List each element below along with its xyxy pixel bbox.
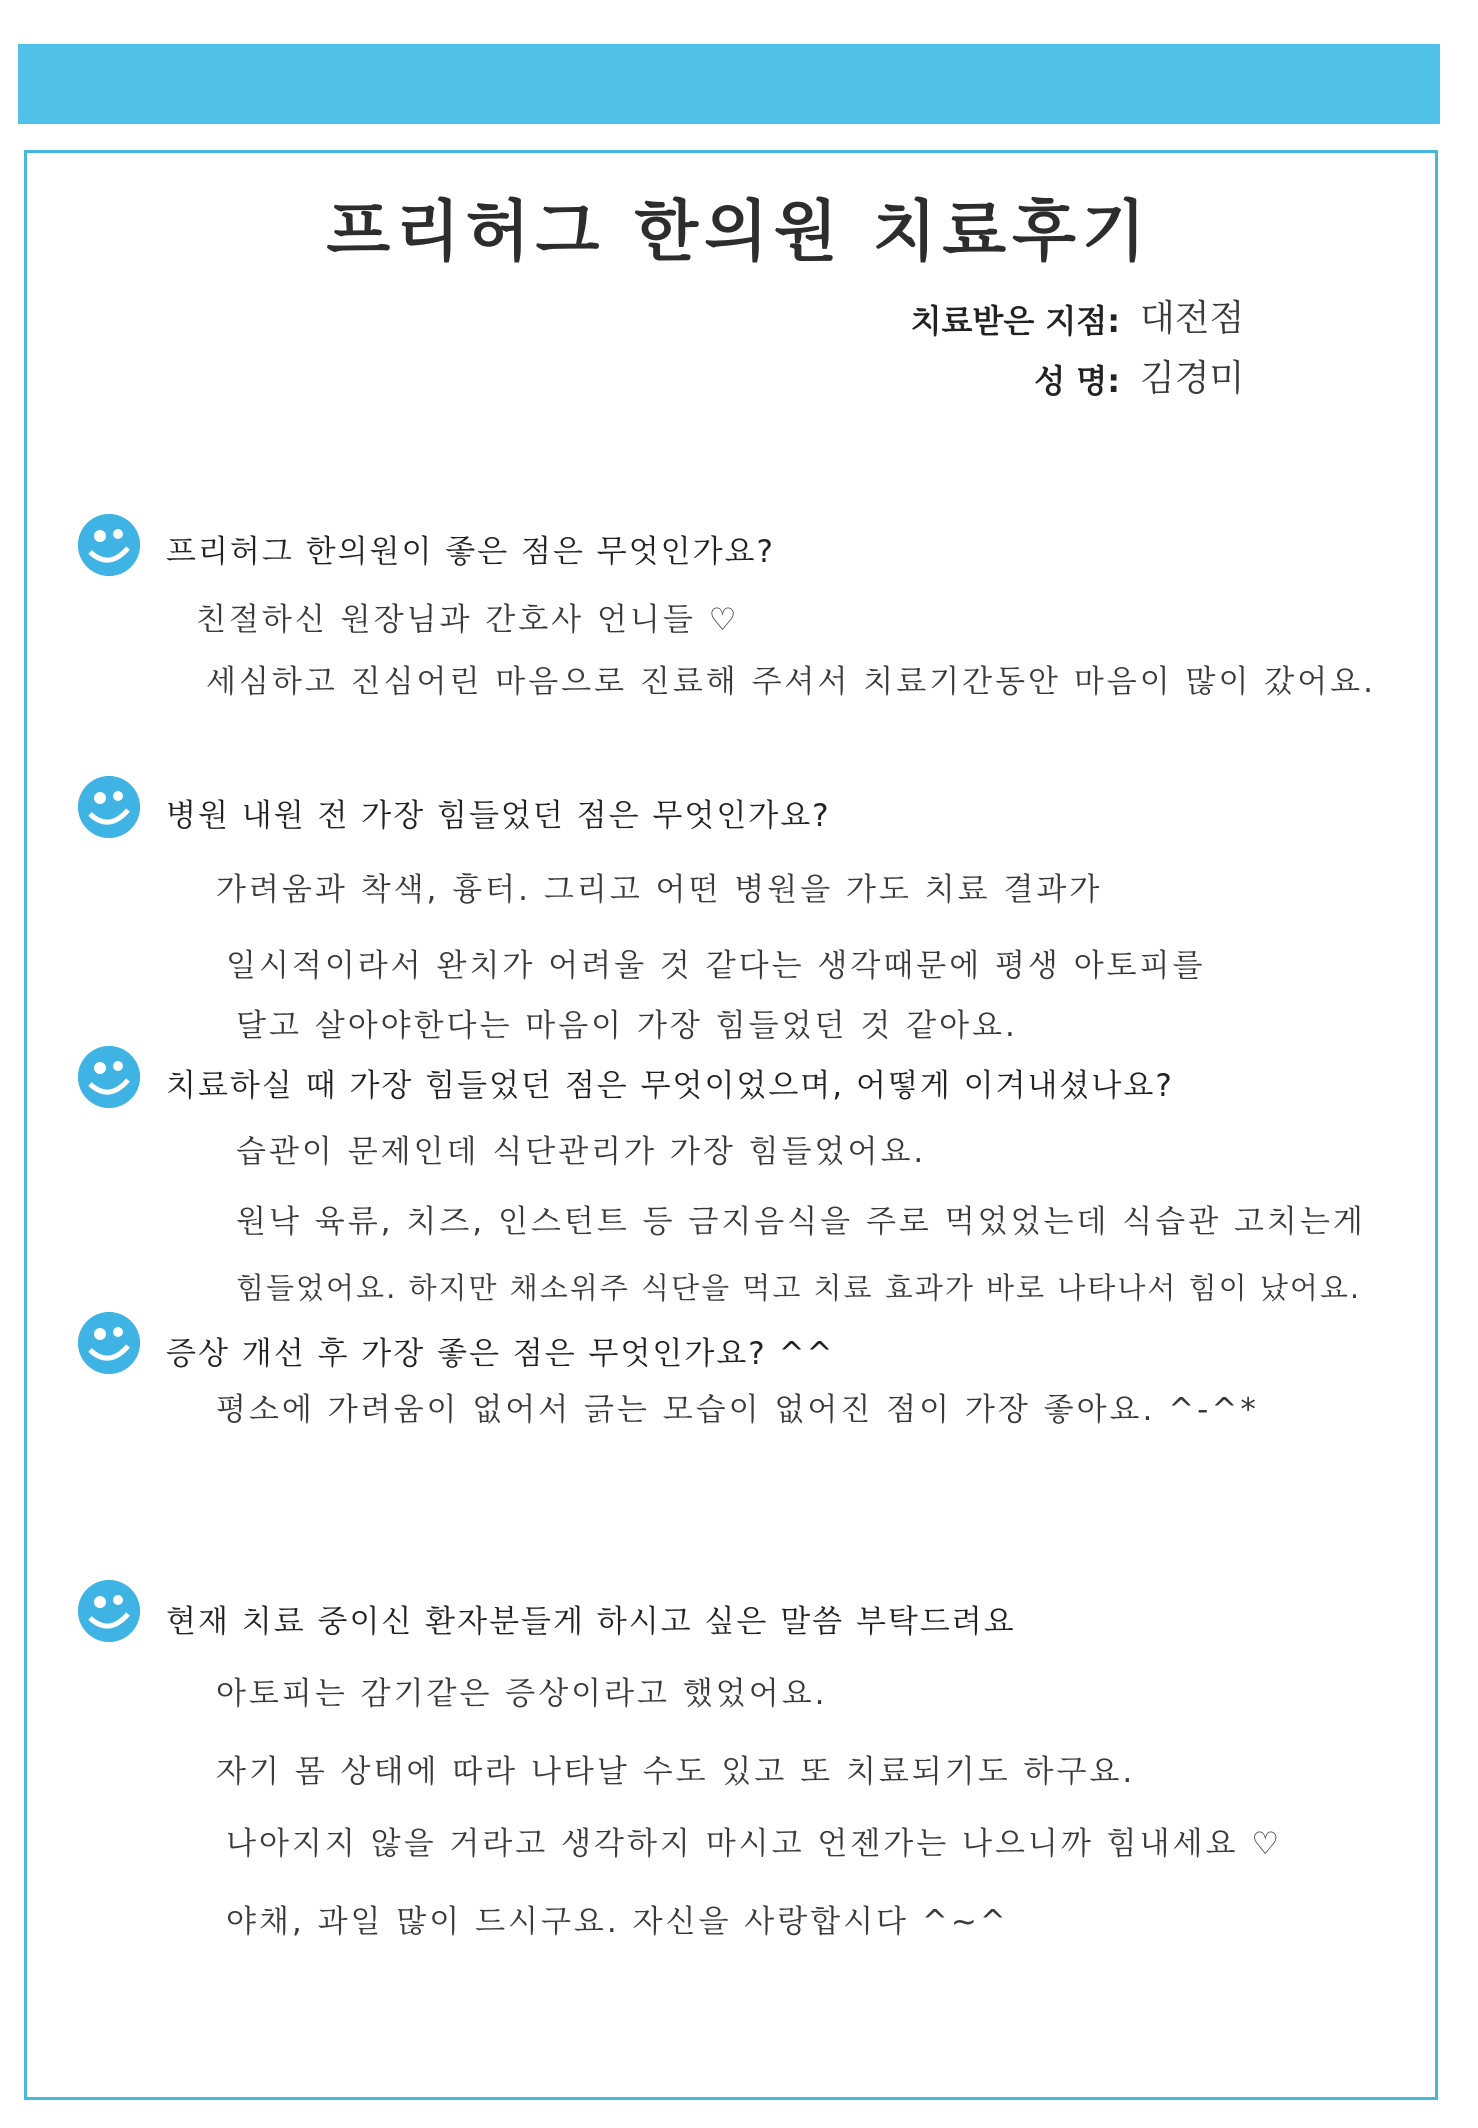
- freehug-logo-icon: [78, 1580, 140, 1642]
- answer-1-line-1: 친절하신 원장님과 간호사 언니들 ♡: [196, 602, 740, 638]
- answer-5-line-4: 야채, 과일 많이 드시구요. 자신을 사랑합시다 ^~^: [226, 1904, 1009, 1940]
- freehug-logo-icon: [78, 514, 140, 576]
- answer-2-line-2: 일시적이라서 완치가 어려울 것 같다는 생각때문에 평생 아토피를: [226, 948, 1206, 984]
- question-2: 병원 내원 전 가장 힘들었던 점은 무엇인가요?: [166, 798, 831, 834]
- branch-value: 대전점: [1140, 298, 1245, 339]
- question-1: 프리허그 한의원이 좋은 점은 무엇인가요?: [166, 534, 775, 570]
- answer-1-line-2: 세심하고 진심어린 마음으로 진료해 주셔서 치료기간동안 마음이 많이 갔어요.: [206, 664, 1376, 700]
- question-5: 현재 치료 중이신 환자분들게 하시고 싶은 말씀 부탁드려요: [166, 1604, 1016, 1640]
- top-color-band: [18, 44, 1440, 124]
- answer-5-line-3: 나아지지 않을 거라고 생각하지 마시고 언젠가는 나으니까 힘내세요 ♡: [226, 1826, 1283, 1862]
- freehug-logo-icon: [78, 1046, 140, 1108]
- freehug-logo-icon: [78, 776, 140, 838]
- question-4: 증상 개선 후 가장 좋은 점은 무엇인가요? ^^: [166, 1336, 835, 1372]
- name-value: 김경미: [1140, 358, 1245, 399]
- answer-3-line-1: 습관이 문제인데 식단관리가 가장 힘들었어요.: [236, 1134, 927, 1170]
- freehug-logo-icon: [78, 1312, 140, 1374]
- page-frame: [24, 150, 1438, 2100]
- answer-5-line-2: 자기 몸 상태에 따라 나타날 수도 있고 또 치료되기도 하구요.: [216, 1754, 1136, 1790]
- answer-4-line-1: 평소에 가려움이 없어서 긁는 모습이 없어진 점이 가장 좋아요. ^-^*: [216, 1392, 1259, 1428]
- answer-2-line-3: 달고 살아야한다는 마음이 가장 힘들었던 것 같아요.: [236, 1008, 1018, 1044]
- answer-3-line-2: 원낙 육류, 치즈, 인스턴트 등 금지음식을 주로 먹었었는데 식습관 고치는게: [236, 1204, 1366, 1240]
- answer-3-line-3: 힘들었어요. 하지만 채소위주 식단을 먹고 치료 효과가 바로 나타나서 힘이 났어요.: [236, 1271, 1362, 1305]
- question-3: 치료하실 때 가장 힘들었던 점은 무엇이었으며, 어떻게 이겨내셨나요?: [166, 1068, 1174, 1104]
- answer-2-line-1: 가려움과 착색, 흉터. 그리고 어떤 병원을 가도 치료 결과가: [216, 872, 1103, 908]
- answer-5-line-1: 아토피는 감기같은 증상이라고 했었어요.: [216, 1676, 828, 1712]
- page-title: 프리허그 한의원 치료후기: [326, 193, 1152, 270]
- name-label: 성 명:: [1034, 362, 1120, 400]
- branch-label: 치료받은 지점:: [910, 302, 1120, 340]
